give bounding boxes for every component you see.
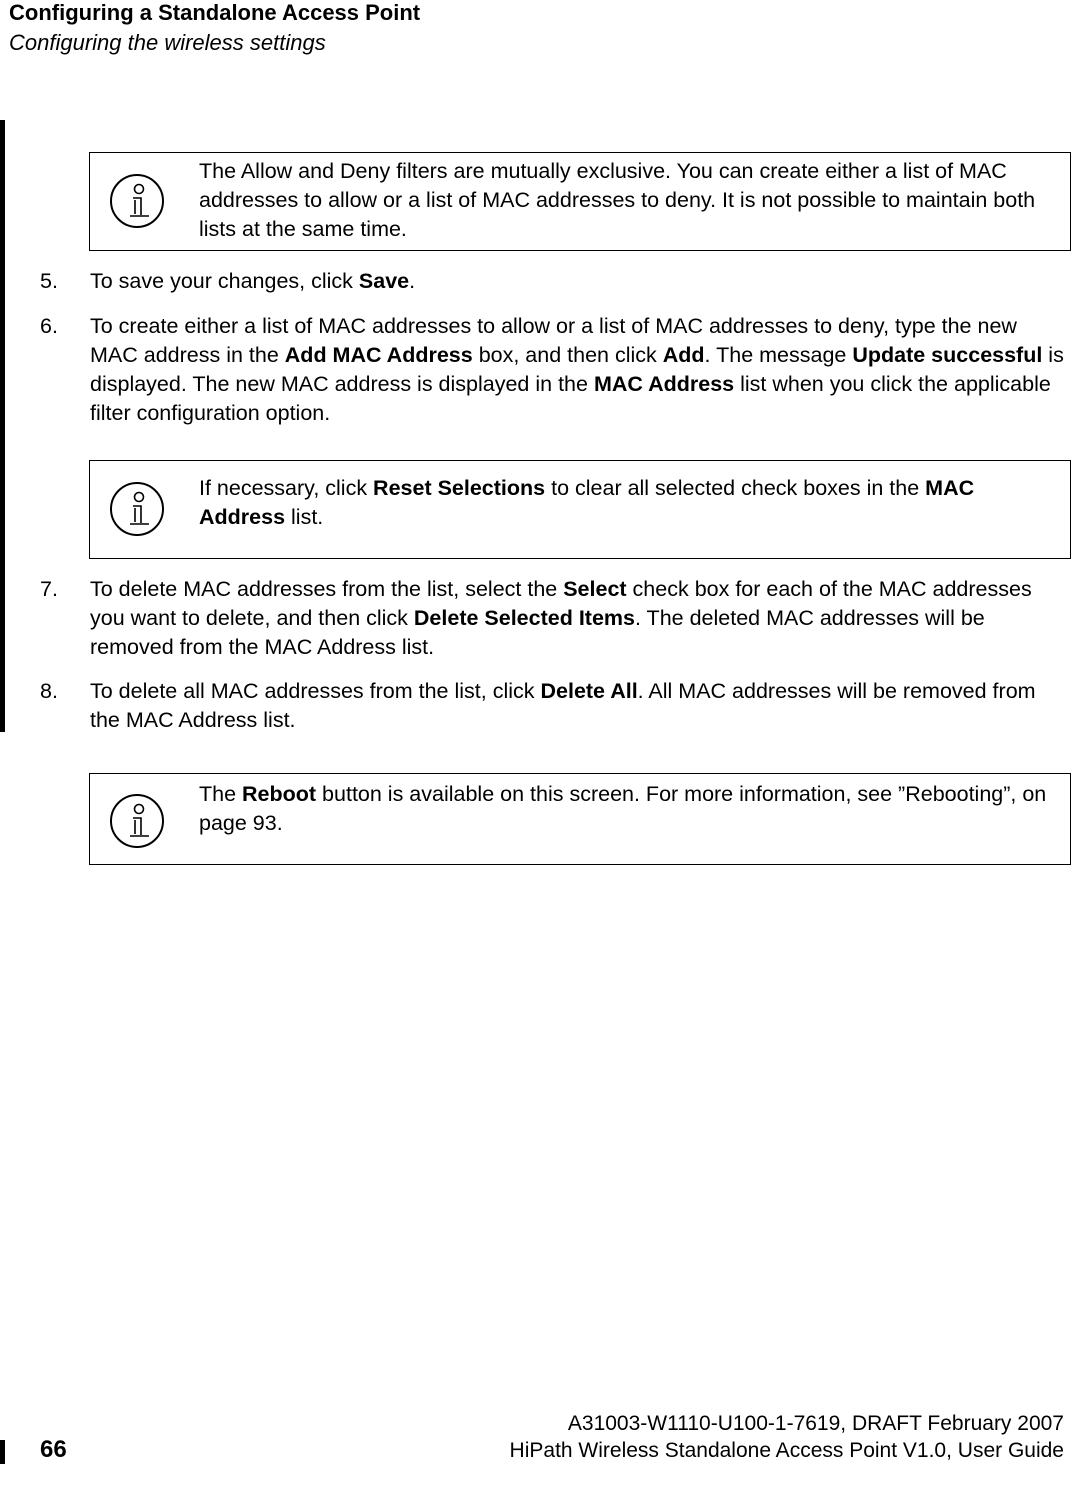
step-text: check box for each of the MAC addresses you want to delete, and then click <box>90 577 1032 630</box>
step-6 <box>40 312 1070 428</box>
ui-term: Add <box>662 343 705 367</box>
ui-term: Update successful <box>852 343 1043 367</box>
note-text <box>199 780 1062 838</box>
ui-term: MAC Address <box>199 476 975 529</box>
step-number: 7. <box>40 577 58 601</box>
step-number: 6. <box>40 314 58 338</box>
header-title: Configuring a Standalone Access Point <box>9 0 421 25</box>
info-icon <box>109 793 165 849</box>
ui-term: Select <box>563 577 627 601</box>
note-text-part: list. <box>285 505 324 529</box>
note-text <box>199 474 1062 532</box>
step-text: box, and then click <box>472 343 663 367</box>
ui-term: Reset Selections <box>373 476 546 500</box>
step-text: To delete MAC addresses from the list, select the <box>90 577 564 601</box>
step-text: is displayed. The new MAC address is displayed in the <box>90 343 1064 396</box>
step-8 <box>40 677 1070 735</box>
ui-term: MAC Address <box>593 372 735 396</box>
footer-doc-title: HiPath Wireless Standalone Access Point V1.0, User Guide <box>509 1439 1064 1462</box>
ui-term: Reboot <box>242 782 317 806</box>
note-box <box>89 460 1071 559</box>
note-text-part: to clear all selected check boxes in the <box>545 476 926 500</box>
footer-doc-id: A31003-W1110-U100-1-7619, DRAFT February 2007 <box>567 1412 1064 1435</box>
footer-marker <box>0 1440 5 1464</box>
step-text: To save your changes, click <box>90 269 359 293</box>
ui-term: Add MAC Address <box>284 343 473 367</box>
note-box <box>89 773 1071 865</box>
info-icon <box>109 173 165 229</box>
step-text: . <box>409 269 416 293</box>
page-number: 66 <box>40 1436 67 1463</box>
info-icon <box>109 481 165 537</box>
ui-term: Delete Selected Items <box>413 606 635 630</box>
step-text: To create either a list of MAC addresses to allow or a list of MAC addresses to deny, type the new MAC address in the <box>90 314 1017 367</box>
step-text: To delete all MAC addresses from the list, click <box>90 679 541 703</box>
ui-term: Save <box>358 269 410 293</box>
step-5 <box>40 267 1070 296</box>
step-number: 8. <box>40 679 58 703</box>
step-text: list when you click the applicable filter configuration option. <box>90 372 1051 425</box>
header-subtitle: Configuring the wireless settings <box>9 30 326 55</box>
step-text: . All MAC addresses will be removed from the MAC Address list. <box>90 679 1036 732</box>
step-text: . The deleted MAC addresses will be removed from the MAC Address list. <box>90 606 985 659</box>
step-text: . The message <box>704 343 853 367</box>
note-text: The Allow and Deny filters are mutually exclusive. You can create either a list of MAC addresses to allow or a list of MAC addresses to deny. It is not possible to maintain both lists at the same time. <box>199 159 1036 241</box>
note-text-part: If necessary, click <box>199 476 374 500</box>
note-box <box>89 152 1071 251</box>
ui-term: Delete All <box>540 679 638 703</box>
step-7 <box>40 575 1070 662</box>
note-text-part: The <box>199 782 243 806</box>
step-number: 5. <box>40 269 58 293</box>
change-bar <box>0 120 5 732</box>
note-text-part: button is available on this screen. For more information, see ”Rebooting”, on page 93. <box>199 782 1047 835</box>
